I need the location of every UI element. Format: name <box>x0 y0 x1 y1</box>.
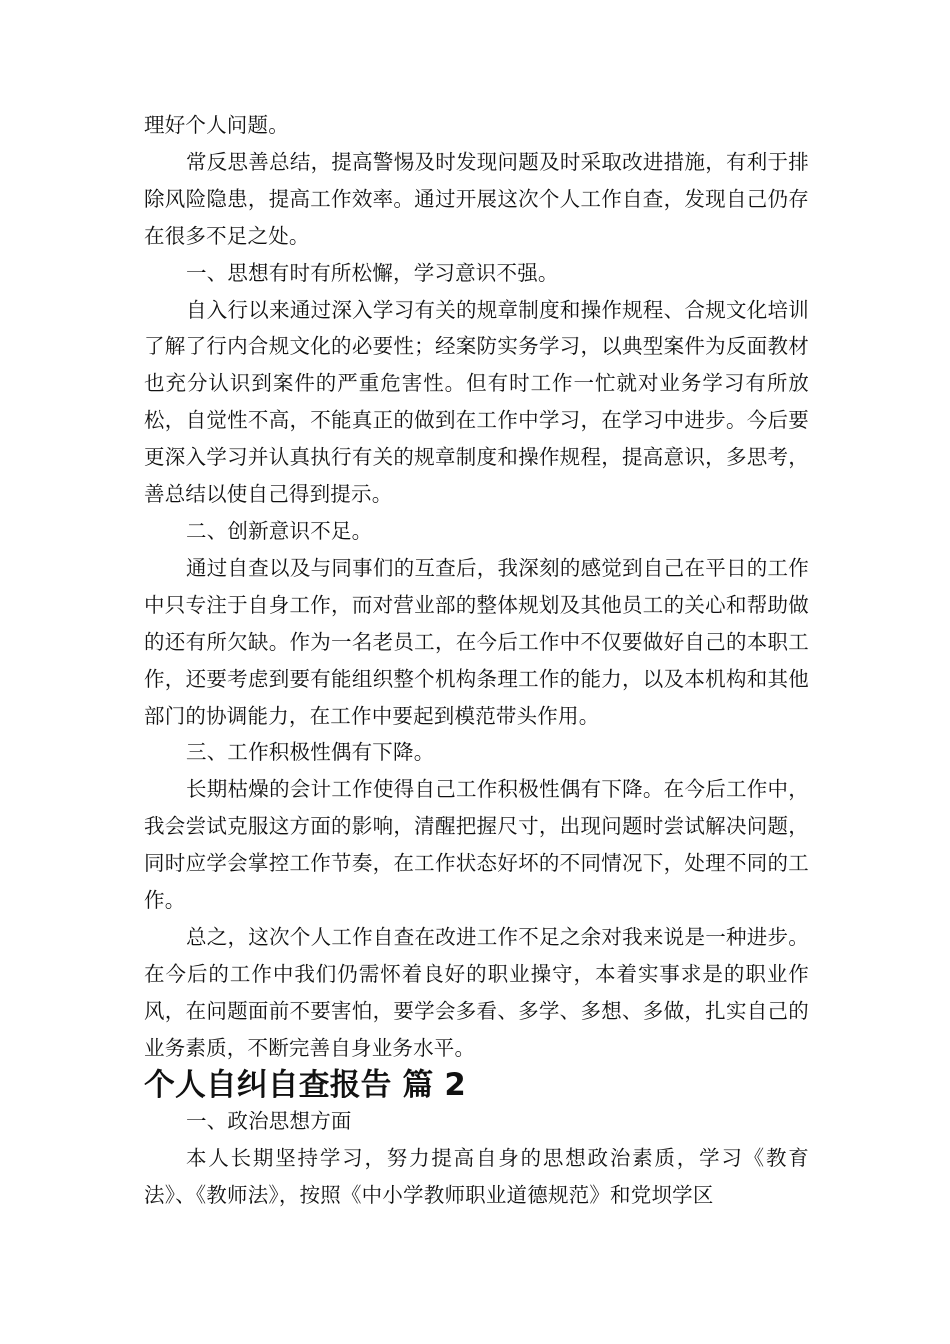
subheading-politics: 一、政治思想方面 <box>186 1109 352 1134</box>
section-heading: 个人自纠自查报告 篇 2 <box>144 1066 466 1103</box>
document-body <box>144 107 809 1214</box>
paragraph: 本人长期坚持学习，努力提高自身的思想政治素质，学习《教育法》、《教师法》，按照《中小学教师职业道德规范》和党坝学区 <box>144 1146 809 1208</box>
subheading-thought: 一、思想有时有所松懈，学习意识不强。 <box>186 260 559 285</box>
paragraph: 理好个人问题。 <box>144 113 289 137</box>
paragraph-conclusion: 总之，这次个人工作自查在改进工作不足之余对我来说是一种进步。在今后的工作中我们仍需怀着良好的职业操守，本着实事求是的职业作风，在问题面前不要害怕，要学会多看、多学、多想、多做，扎实自己的业务素质，不断完善自身业务水平。 <box>144 924 809 1060</box>
paragraph: 自入行以来通过深入学习有关的规章制度和操作规程、合规文化培训了解了行内合规文化的必要性；经案防实务学习，以典型案件为反面教材也充分认识到案件的严重危害性。但有时工作一忙就对业务学习有所放松，自觉性不高，不能真正的做到在工作中学习，在学习中进步。今后要更深入学习并认真执行有关的规章制度和操作规程，提高意识，多思考，善总结以使自己得到提示。 <box>144 297 809 507</box>
paragraph: 常反思善总结，提高警惕及时发现问题及时采取改进措施，有利于排除风险隐患，提高工作效率。通过开展这次个人工作自查，发现自己仍存在很多不足之处。 <box>144 149 809 248</box>
subheading-innovation: 二、创新意识不足。 <box>186 518 373 543</box>
paragraph: 长期枯燥的会计工作使得自己工作积极性偶有下降。在今后工作中，我会尝试克服这方面的影响，清醒把握尺寸，出现问题时尝试解决问题，同时应学会掌控工作节奏，在工作状态好坏的不同情况下，处理不同的工作。 <box>144 777 809 913</box>
paragraph: 通过自查以及与同事们的互查后，我深刻的感觉到自己在平日的工作中只专注于自身工作，而对营业部的整体规划及其他员工的关心和帮助做的还有所欠缺。作为一名老员工，在今后工作中不仅要做好自己的本职工作，还要考虑到要有能组织整个机构条理工作的能力，以及本机构和其他部门的协调能力，在工作中要起到模范带头作用。 <box>144 555 809 728</box>
subheading-enthusiasm: 三、工作积极性偶有下降。 <box>186 740 435 765</box>
